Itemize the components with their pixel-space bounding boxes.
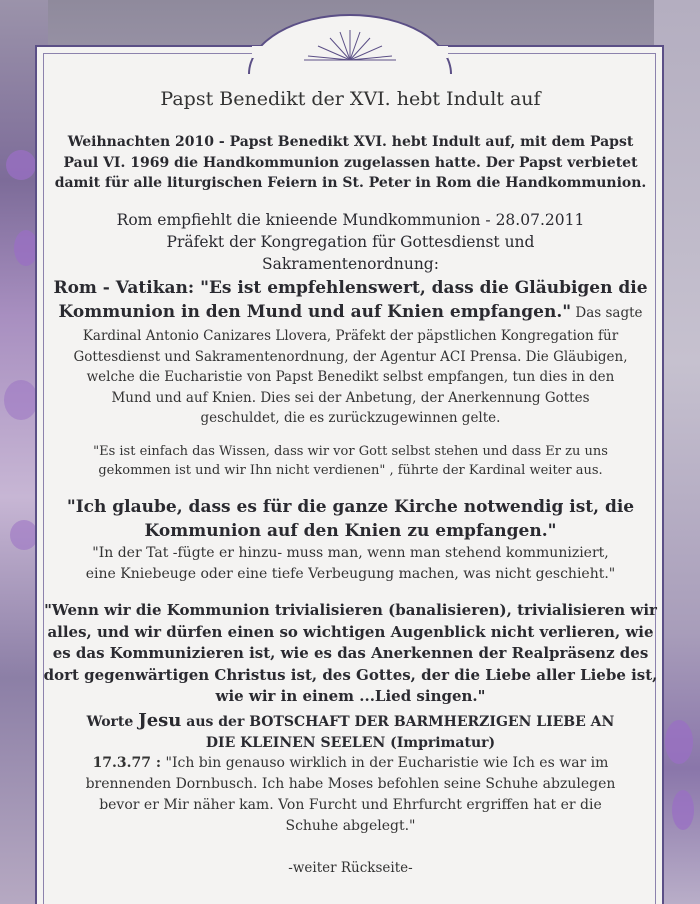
jesus-imprimatur: (Imprimatur) xyxy=(385,735,496,751)
rome-body-line: Mund und auf Knien. Dies sei der Anbetung, der Anerkennung Gottes xyxy=(111,389,590,406)
trivial-quote-line: dort gegenwärtigen Christus ist, des Gottes, der die Liebe aller Liebe ist, xyxy=(43,665,658,684)
rome-body xyxy=(36,326,665,429)
lavender-blossom xyxy=(10,520,38,550)
jesus-source: aus der BOTSCHAFT DER BARMHERZIGEN LIEBE AN xyxy=(181,714,615,730)
footer-note: -weiter Rückseite- xyxy=(288,860,413,876)
rome-quote-line: Kommunion in den Mund und auf Knien empfangen." xyxy=(58,302,572,322)
jesus-line: "Ich bin genauso wirklich in der Eucharistie wie Ich es war im xyxy=(161,755,609,771)
trivial-quote xyxy=(36,600,665,708)
jesus-name: Jesu xyxy=(138,710,182,731)
belief-bold-line: "Ich glaube, dass es für die ganze Kirche notwendig ist, die xyxy=(66,497,635,517)
lavender-blossom xyxy=(672,790,694,830)
jesus-line: Schuhe abgelegt." xyxy=(285,818,416,834)
trivial-quote-line: "Wenn wir die Kommunion trivialisieren (banalisieren), trivialisieren wir xyxy=(44,601,657,619)
trivial-quote-line: wie wir in einem ...Lied singen." xyxy=(215,687,486,705)
rome-heading-line: Rom empfiehlt die knieende Mundkommunion - 28.07.2011 xyxy=(116,211,585,229)
jesus-prefix: Worte xyxy=(86,714,139,730)
rome-heading xyxy=(36,209,665,275)
rome-heading-line: Sakramentenordnung: xyxy=(262,255,439,273)
lavender-blossom xyxy=(4,380,38,420)
rome-body-line: Gottesdienst und Sakramentenordnung, der Agentur ACI Prensa. Die Gläubigen, xyxy=(73,348,628,365)
rome-quote xyxy=(36,276,665,324)
jesus-words xyxy=(36,710,665,837)
intro-line: Weihnachten 2010 - Papst Benedikt XVI. hebt Indult auf, mit dem Papst xyxy=(67,134,634,150)
belief-line: "In der Tat -fügte er hinzu- muss man, wenn man stehend kommuniziert, xyxy=(92,545,609,561)
intro-line: damit für alle liturgischen Feiern in St. Peter in Rom die Handkommunion. xyxy=(54,175,647,191)
lavender-blossom xyxy=(6,150,36,180)
page-title: Papst Benedikt der XVI. hebt Indult auf xyxy=(160,88,541,110)
knowledge-quote xyxy=(36,442,665,480)
intro-line: Paul VI. 1969 die Handkommunion zugelassen hatte. Der Papst verbietet xyxy=(63,154,638,171)
jesus-line: bevor er Mir näher kam. Von Furcht und Ehrfurcht ergriffen hat er die xyxy=(99,797,602,813)
jesus-date: 17.3.77 : xyxy=(92,755,162,771)
rome-quote-tail: Das sagte xyxy=(571,305,643,321)
belief-bold-line: Kommunion auf den Knien zu empfangen." xyxy=(144,521,557,541)
rome-heading-line: Präfekt der Kongregation für Gottesdienst und xyxy=(166,233,535,251)
knowledge-quote-line: gekommen ist und wir Ihn nicht verdienen" , führte der Kardinal weiter aus. xyxy=(98,463,603,478)
trivial-quote-line: es das Kommunizieren ist, wie es das Anerkennen der Realpräsenz des xyxy=(52,644,649,662)
sunburst-ornament xyxy=(300,26,400,62)
rome-quote-line: Rom - Vatikan: "Es ist empfehlenswert, dass die Gläubigen die xyxy=(53,278,648,298)
rome-body-line: geschuldet, die es zurückzugewinnen gelte. xyxy=(200,410,501,426)
rome-body-line: welche die Eucharistie von Papst Benedikt selbst empfangen, tun dies in den xyxy=(86,369,615,385)
knowledge-quote-line: "Es ist einfach das Wissen, dass wir vor Gott selbst stehen und dass Er zu uns xyxy=(93,444,608,459)
belief-quote xyxy=(36,495,665,585)
trivial-quote-line: alles, und wir dürfen einen so wichtigen Augenblick nicht verlieren, wie xyxy=(47,622,654,641)
jesus-line: brennenden Dornbusch. Ich habe Moses befohlen seine Schuhe abzulegen xyxy=(85,776,616,792)
intro-paragraph xyxy=(36,132,665,194)
lavender-blossom xyxy=(665,720,693,764)
belief-line: eine Kniebeuge oder eine tiefe Verbeugung machen, was nicht geschieht." xyxy=(85,566,616,582)
jesus-source: DIE KLEINEN SEELEN xyxy=(205,735,386,751)
rome-body-line: Kardinal Antonio Canizares Llovera, Präfekt der päpstlichen Kongregation für xyxy=(82,328,619,344)
